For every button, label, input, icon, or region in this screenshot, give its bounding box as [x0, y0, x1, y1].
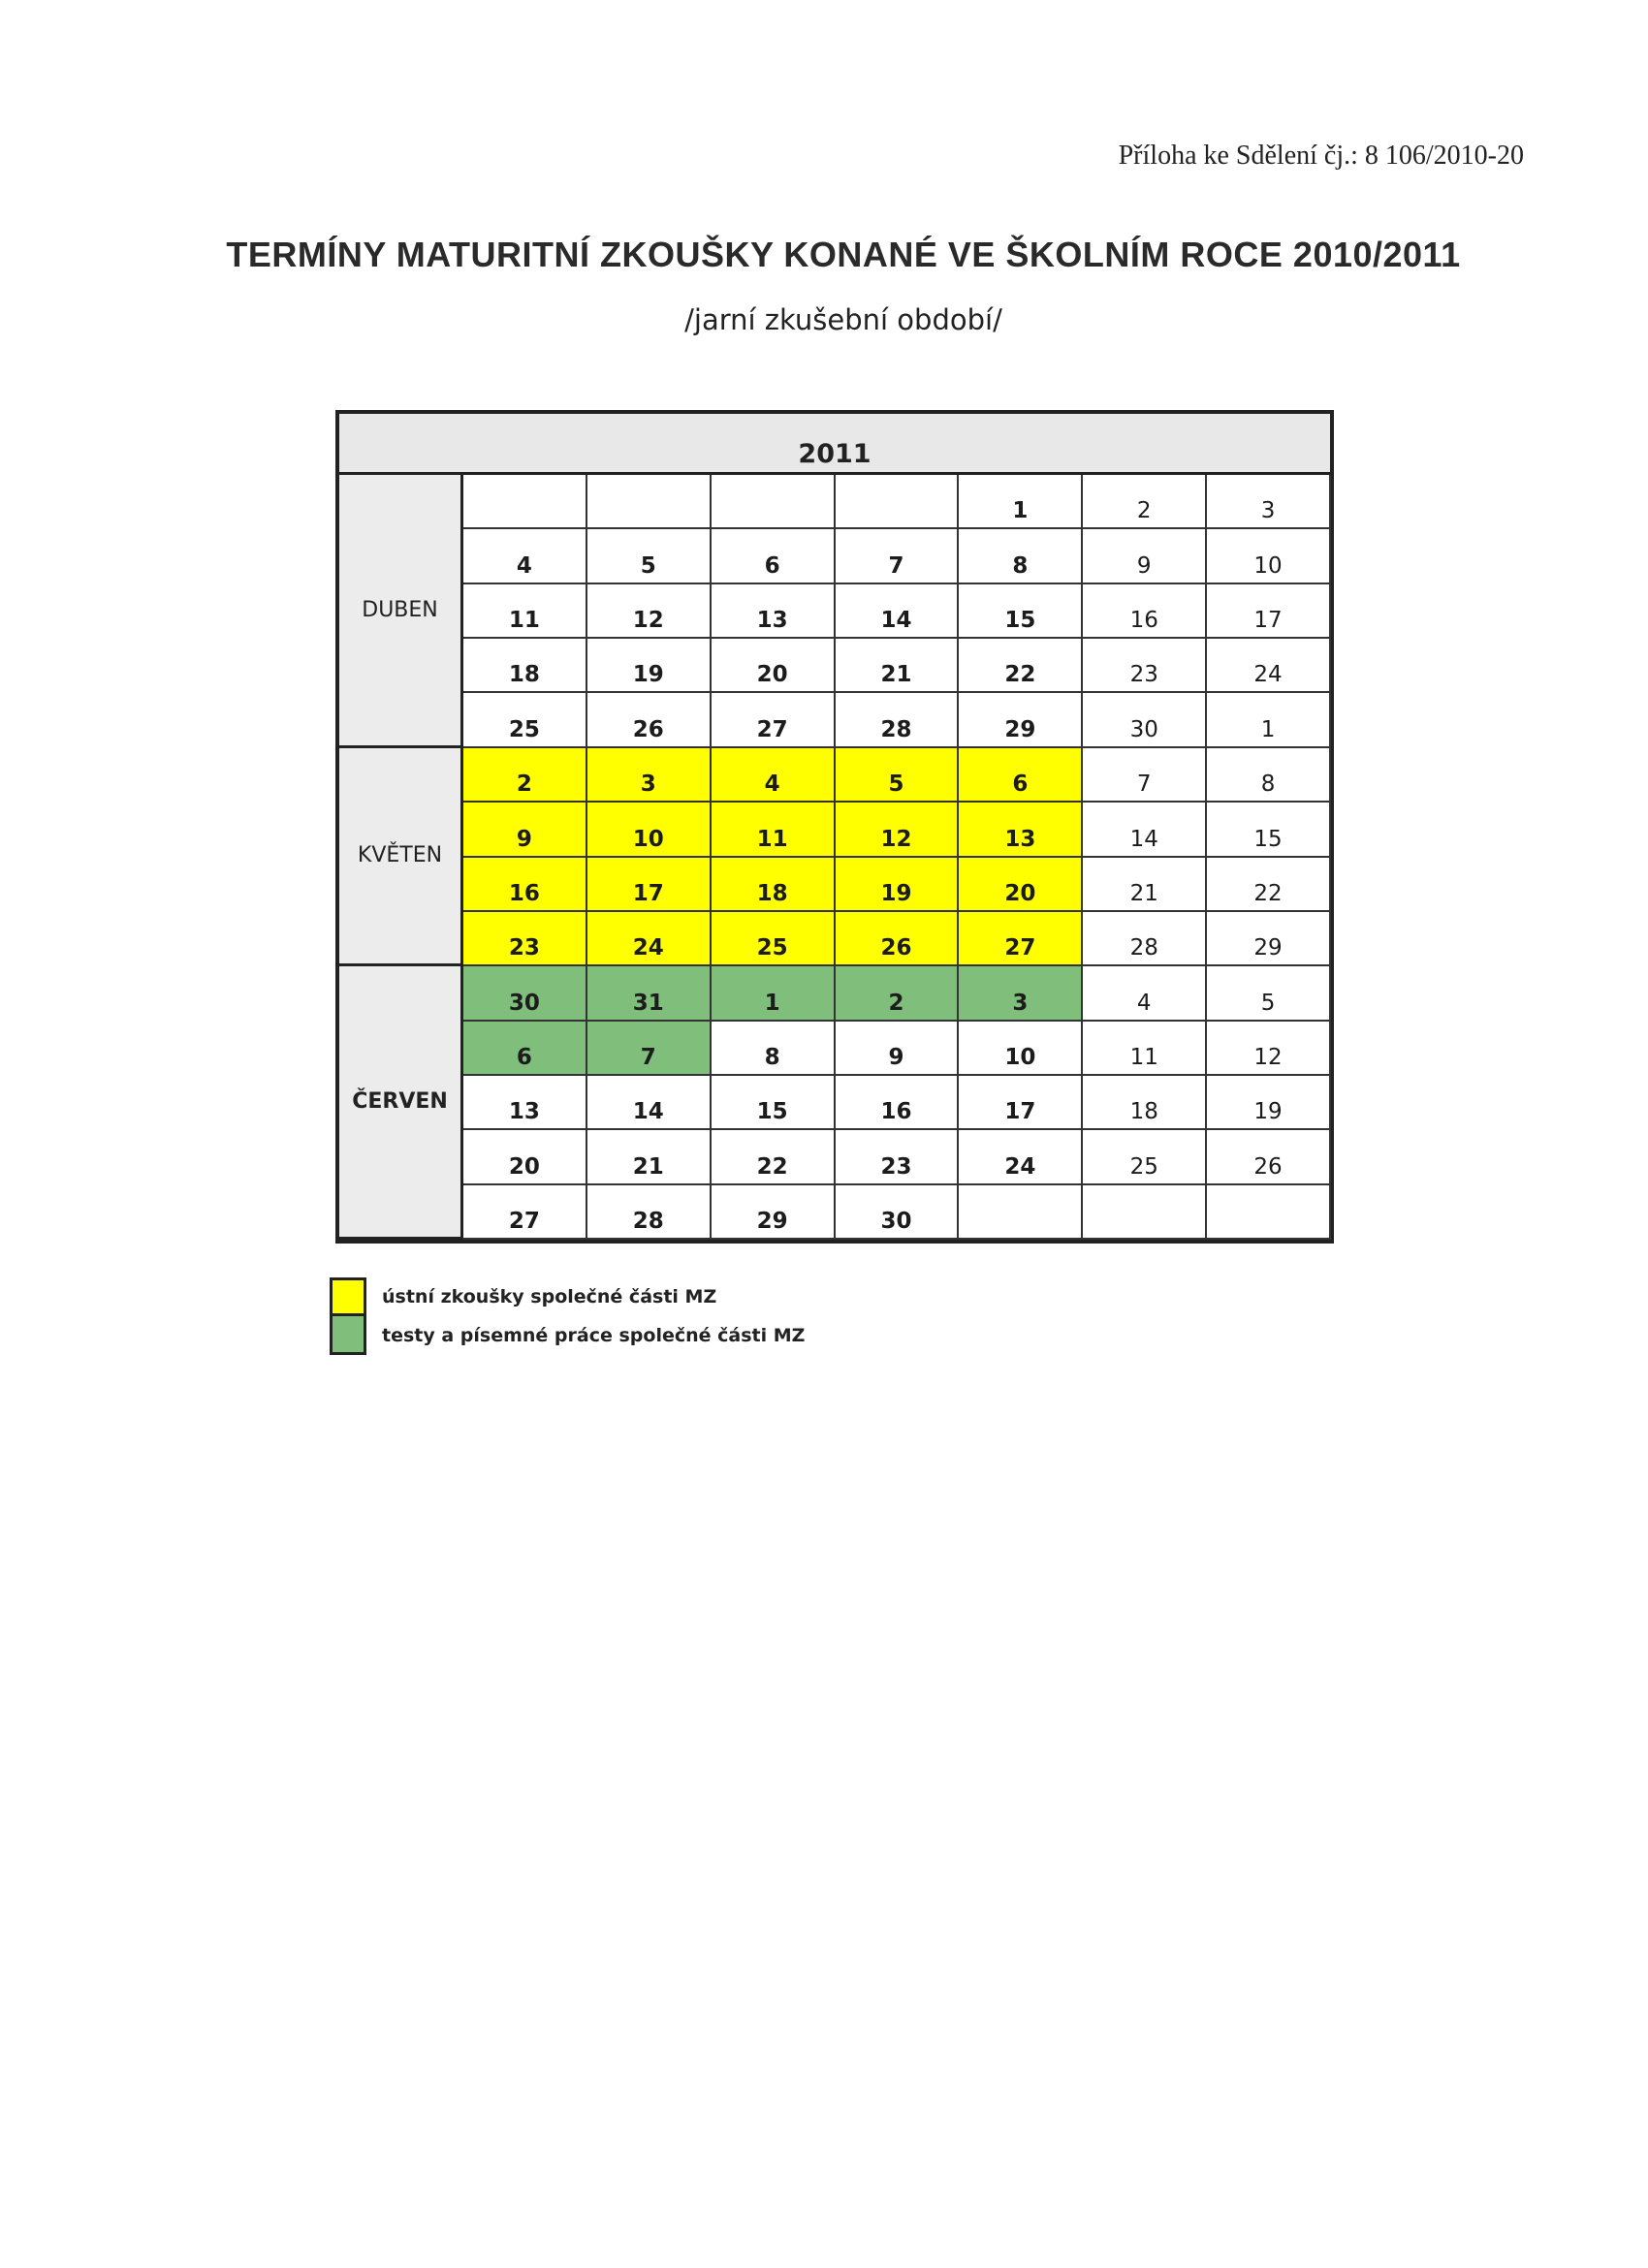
- calendar-day-cell: 24: [959, 1130, 1083, 1184]
- calendar-day-cell: 19: [836, 858, 960, 912]
- calendar-day-cell: 3: [587, 748, 712, 803]
- calendar-day-cell: 7: [836, 529, 960, 583]
- calendar-day-cell: 28: [1083, 912, 1207, 966]
- calendar-day-cell: 11: [712, 803, 836, 857]
- calendar-day-cell: [1083, 1185, 1207, 1240]
- calendar-day-cell: 10: [1207, 529, 1331, 583]
- calendar-day-cell: 9: [1083, 529, 1207, 583]
- legend-item-written: [330, 1316, 805, 1355]
- calendar-day-cell: 23: [836, 1130, 960, 1184]
- calendar-day-cell: 12: [1207, 1022, 1331, 1076]
- calendar-day-cell: 26: [836, 912, 960, 966]
- calendar-day-cell: 4: [463, 529, 587, 583]
- calendar-day-cell: 15: [1207, 803, 1331, 857]
- calendar-day-cell: 22: [712, 1130, 836, 1184]
- calendar-day-cell: 15: [712, 1076, 836, 1130]
- calendar-day-cell: 27: [959, 912, 1083, 966]
- calendar-day-cell: 27: [712, 693, 836, 747]
- calendar-day-cell: [587, 475, 712, 529]
- document-title: TERMÍNY MATURITNÍ ZKOUŠKY KONANÉ VE ŠKOLNÍM ROCE 2010/2011: [226, 235, 1461, 274]
- calendar-day-cell: 28: [587, 1185, 712, 1240]
- calendar-day-cell: 10: [587, 803, 712, 857]
- calendar-day-cell: 14: [587, 1076, 712, 1130]
- document-subtitle: /jarní zkušební období/: [684, 303, 1002, 336]
- calendar-day-cell: 21: [587, 1130, 712, 1184]
- calendar-day-cell: 9: [463, 803, 587, 857]
- calendar-day-cell: 8: [1207, 748, 1331, 803]
- calendar-day-cell: 17: [587, 858, 712, 912]
- calendar-day-cell: 6: [712, 529, 836, 583]
- calendar-day-cell: 13: [959, 803, 1083, 857]
- document-reference: Příloha ke Sdělení čj.: 8 106/2010-20: [1118, 141, 1524, 171]
- calendar-day-cell: 8: [712, 1022, 836, 1076]
- calendar-day-cell: 19: [1207, 1076, 1331, 1130]
- calendar-day-cell: 18: [463, 639, 587, 693]
- calendar-day-cell: 21: [836, 639, 960, 693]
- calendar-day-cell: 4: [712, 748, 836, 803]
- month-label: ČERVEN: [339, 966, 463, 1240]
- calendar-day-cell: 23: [1083, 639, 1207, 693]
- calendar-day-cell: 18: [1083, 1076, 1207, 1130]
- calendar-day-cell: 6: [463, 1022, 587, 1076]
- calendar-day-cell: 16: [1083, 584, 1207, 639]
- legend-swatch-green: [330, 1316, 366, 1355]
- calendar-day-cell: 30: [1083, 693, 1207, 747]
- calendar-day-cell: 29: [959, 693, 1083, 747]
- legend-swatch-yellow: [330, 1277, 366, 1316]
- calendar-day-cell: 5: [1207, 966, 1331, 1021]
- calendar-day-cell: 30: [836, 1185, 960, 1240]
- calendar-day-cell: 29: [1207, 912, 1331, 966]
- calendar-day-cell: 20: [959, 858, 1083, 912]
- calendar-day-cell: 23: [463, 912, 587, 966]
- calendar-day-cell: [463, 475, 587, 529]
- exam-calendar-table: [335, 410, 1334, 1244]
- calendar-day-cell: 16: [463, 858, 587, 912]
- calendar-day-cell: 2: [1083, 475, 1207, 529]
- calendar-grid: [463, 475, 1331, 1240]
- calendar-day-cell: 5: [836, 748, 960, 803]
- calendar-day-cell: 3: [1207, 475, 1331, 529]
- legend-item-oral: [330, 1277, 805, 1316]
- calendar-day-cell: 25: [712, 912, 836, 966]
- calendar-day-cell: [1207, 1185, 1331, 1240]
- calendar-day-cell: 26: [1207, 1130, 1331, 1184]
- calendar-day-cell: 20: [712, 639, 836, 693]
- calendar-day-cell: 10: [959, 1022, 1083, 1076]
- legend-label: ústní zkoušky společné části MZ: [382, 1286, 717, 1307]
- calendar-day-cell: 7: [587, 1022, 712, 1076]
- calendar-day-cell: 26: [587, 693, 712, 747]
- calendar-day-cell: 2: [463, 748, 587, 803]
- calendar-day-cell: 13: [712, 584, 836, 639]
- calendar-day-cell: 31: [587, 966, 712, 1021]
- calendar-day-cell: 2: [836, 966, 960, 1021]
- calendar-day-cell: [836, 475, 960, 529]
- calendar-day-cell: 22: [1207, 858, 1331, 912]
- calendar-day-cell: 28: [836, 693, 960, 747]
- calendar-day-cell: 9: [836, 1022, 960, 1076]
- calendar-day-cell: 12: [587, 584, 712, 639]
- calendar-day-cell: 1: [959, 475, 1083, 529]
- calendar-day-cell: 12: [836, 803, 960, 857]
- calendar-day-cell: 19: [587, 639, 712, 693]
- calendar-day-cell: 16: [836, 1076, 960, 1130]
- calendar-day-cell: 27: [463, 1185, 587, 1240]
- calendar-day-cell: [959, 1185, 1083, 1240]
- calendar-day-cell: 24: [587, 912, 712, 966]
- calendar-day-cell: 21: [1083, 858, 1207, 912]
- calendar-day-cell: 25: [463, 693, 587, 747]
- calendar-day-cell: 1: [712, 966, 836, 1021]
- calendar-day-cell: 22: [959, 639, 1083, 693]
- calendar-day-cell: 20: [463, 1130, 587, 1184]
- calendar-day-cell: 13: [463, 1076, 587, 1130]
- calendar-day-cell: [712, 475, 836, 529]
- calendar-day-cell: 14: [1083, 803, 1207, 857]
- calendar-day-cell: 17: [1207, 584, 1331, 639]
- calendar-day-cell: 30: [463, 966, 587, 1021]
- calendar-day-cell: 18: [712, 858, 836, 912]
- calendar-day-cell: 7: [1083, 748, 1207, 803]
- calendar-day-cell: 1: [1207, 693, 1331, 747]
- calendar-day-cell: 6: [959, 748, 1083, 803]
- calendar-day-cell: 4: [1083, 966, 1207, 1021]
- calendar-day-cell: 25: [1083, 1130, 1207, 1184]
- legend-label: testy a písemné práce společné části MZ: [382, 1325, 806, 1346]
- year-header: 2011: [339, 414, 1330, 475]
- calendar-day-cell: 14: [836, 584, 960, 639]
- calendar-day-cell: 11: [463, 584, 587, 639]
- legend: [330, 1277, 805, 1355]
- month-label: KVĚTEN: [339, 748, 463, 966]
- calendar-day-cell: 29: [712, 1185, 836, 1240]
- calendar-day-cell: 11: [1083, 1022, 1207, 1076]
- calendar-day-cell: 3: [959, 966, 1083, 1021]
- calendar-day-cell: 5: [587, 529, 712, 583]
- calendar-day-cell: 24: [1207, 639, 1331, 693]
- month-label: DUBEN: [339, 475, 463, 748]
- calendar-day-cell: 17: [959, 1076, 1083, 1130]
- calendar-day-cell: 8: [959, 529, 1083, 583]
- calendar-day-cell: 15: [959, 584, 1083, 639]
